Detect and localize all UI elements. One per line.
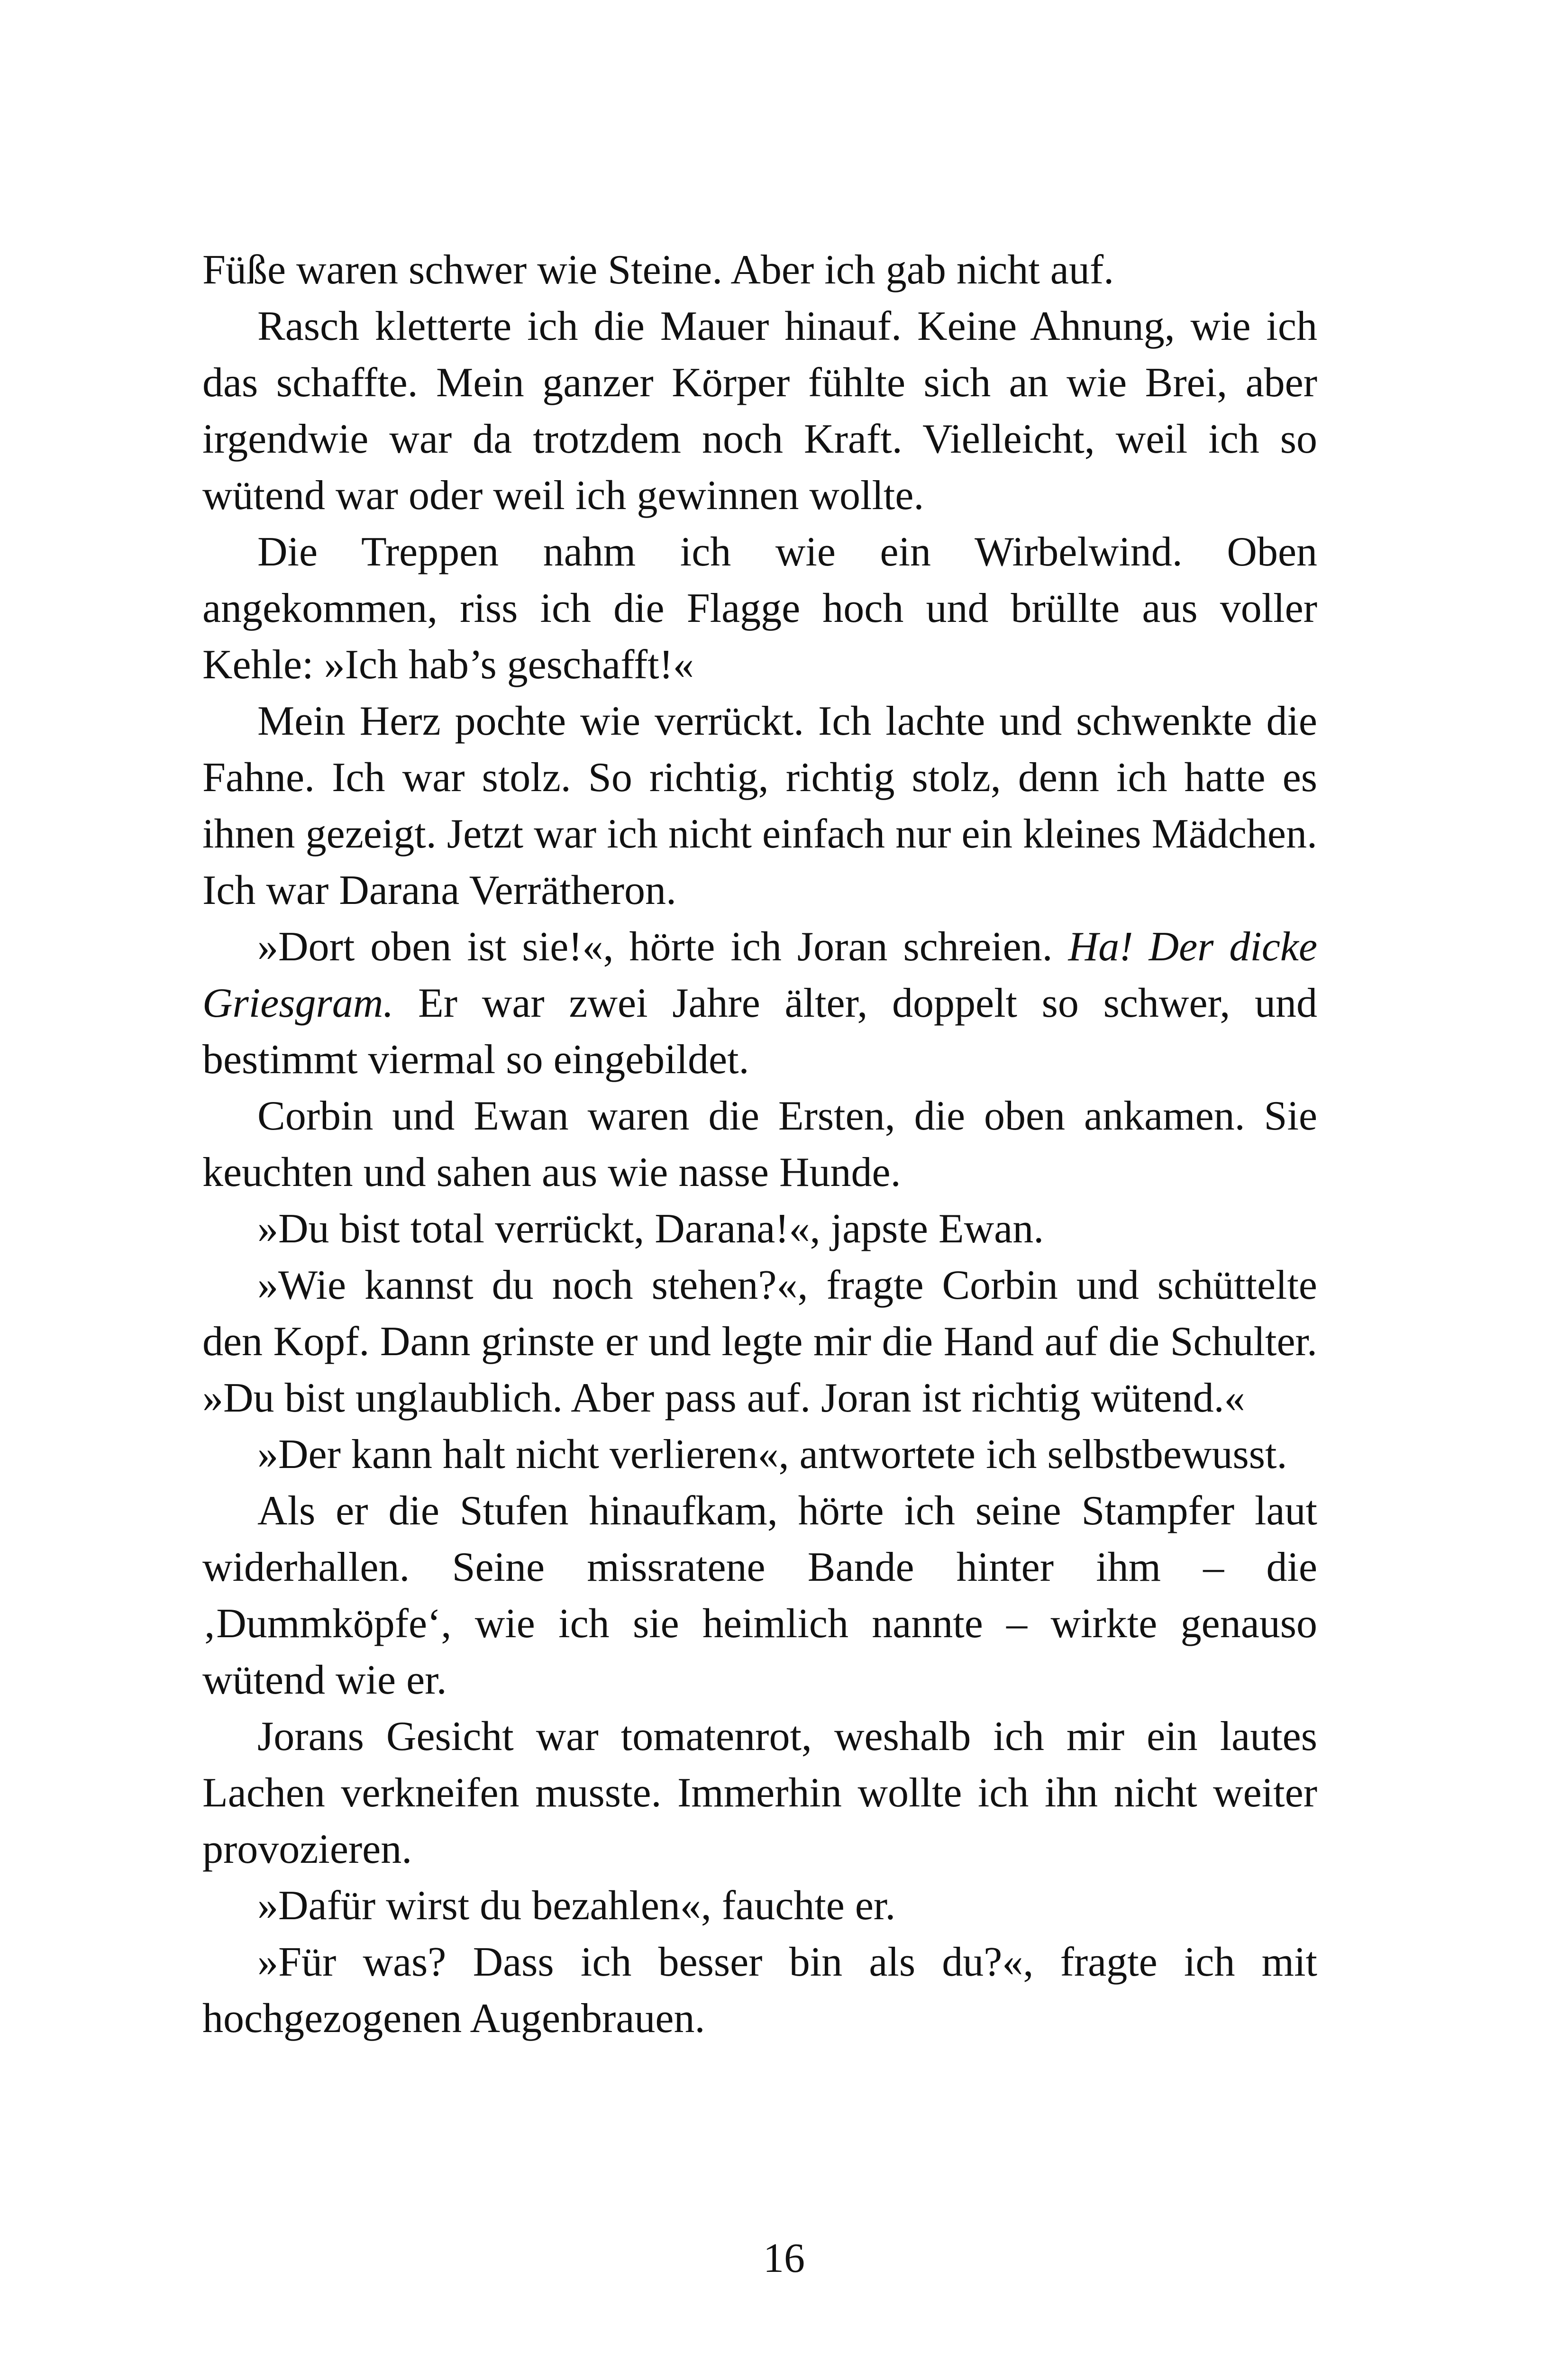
- paragraph: [202, 1483, 1317, 1708]
- paragraph: [202, 1088, 1317, 1201]
- text-run: Er war zwei Jahre älter, doppelt so schwer, und bestimmt viermal so eingebildet.: [202, 980, 1317, 1083]
- text-run: Als er die Stufen hinaufkam, hörte ich seine Stampfer laut widerhallen. Seine missratene Bande hinter ihm – die ‚Dummköpfe‘, wie ich sie heimlich nannte – wirkte genauso wütend wie er.: [202, 1488, 1317, 1703]
- paragraph: [202, 524, 1317, 693]
- text-run: Rasch kletterte ich die Mauer hinauf. Keine Ahnung, wie ich das schaffte. Mein ganzer Körper fühlte sich an wie Brei, aber irgendwie war da trotzdem noch Kraft. Vielleicht, weil ich so wütend war oder weil ich gewinnen wollte.: [202, 303, 1317, 519]
- text-run: »Wie kannst du noch stehen?«, fragte Corbin und schüttelte den Kopf. Dann grinste er und legte mir die Hand auf die Schulter. »Du bist unglaublich. Aber pass auf. Joran ist richtig wütend.«: [202, 1262, 1317, 1421]
- paragraph: [202, 1201, 1317, 1257]
- paragraph: [202, 242, 1317, 298]
- text-run: Die Treppen nahm ich wie ein Wirbelwind. Oben angekommen, riss ich die Flagge hoch und brüllte aus voller Kehle: »Ich hab’s geschafft!«: [202, 529, 1317, 688]
- paragraph: [202, 1934, 1317, 2047]
- paragraph: [202, 919, 1317, 1088]
- paragraph: [202, 1426, 1317, 1483]
- text-run: Jorans Gesicht war tomatenrot, weshalb ich mir ein lautes Lachen verkneifen musste. Immerhin wollte ich ihn nicht weiter provozieren.: [202, 1714, 1317, 1872]
- text-run: Füße waren schwer wie Steine. Aber ich gab nicht auf.: [202, 247, 1114, 293]
- text-run: »Dafür wirst du bezahlen«, fauchte er.: [257, 1883, 896, 1929]
- text-run: »Für was? Dass ich besser bin als du?«, fragte ich mit hochgezogenen Augenbrauen.: [202, 1939, 1317, 2042]
- paragraph: [202, 1878, 1317, 1934]
- text-run: »Du bist total verrückt, Darana!«, japste Ewan.: [257, 1206, 1044, 1252]
- paragraph: [202, 1257, 1317, 1426]
- paragraph: [202, 298, 1317, 524]
- body-text: [202, 242, 1317, 2047]
- text-run: Mein Herz pochte wie verrückt. Ich lachte und schwenkte die Fahne. Ich war stolz. So richtig, richtig stolz, denn ich hatte es ihnen gezeigt. Jetzt war ich nicht einfach nur ein kleines Mädchen. Ich war Darana Verrätheron.: [202, 698, 1317, 913]
- text-run: »Dort oben ist sie!«, hörte ich Joran schreien.: [257, 924, 1068, 970]
- paragraph: [202, 1708, 1317, 1878]
- text-run: Corbin und Ewan waren die Ersten, die oben ankamen. Sie keuchten und sahen aus wie nasse Hunde.: [202, 1093, 1317, 1195]
- paragraph: [202, 693, 1317, 919]
- italic-text-run: Ha! Der dicke Griesgram.: [202, 924, 1318, 1026]
- page-number: 16: [763, 2235, 805, 2281]
- text-run: »Der kann halt nicht verlieren«, antwortete ich selbstbewusst.: [257, 1431, 1287, 1477]
